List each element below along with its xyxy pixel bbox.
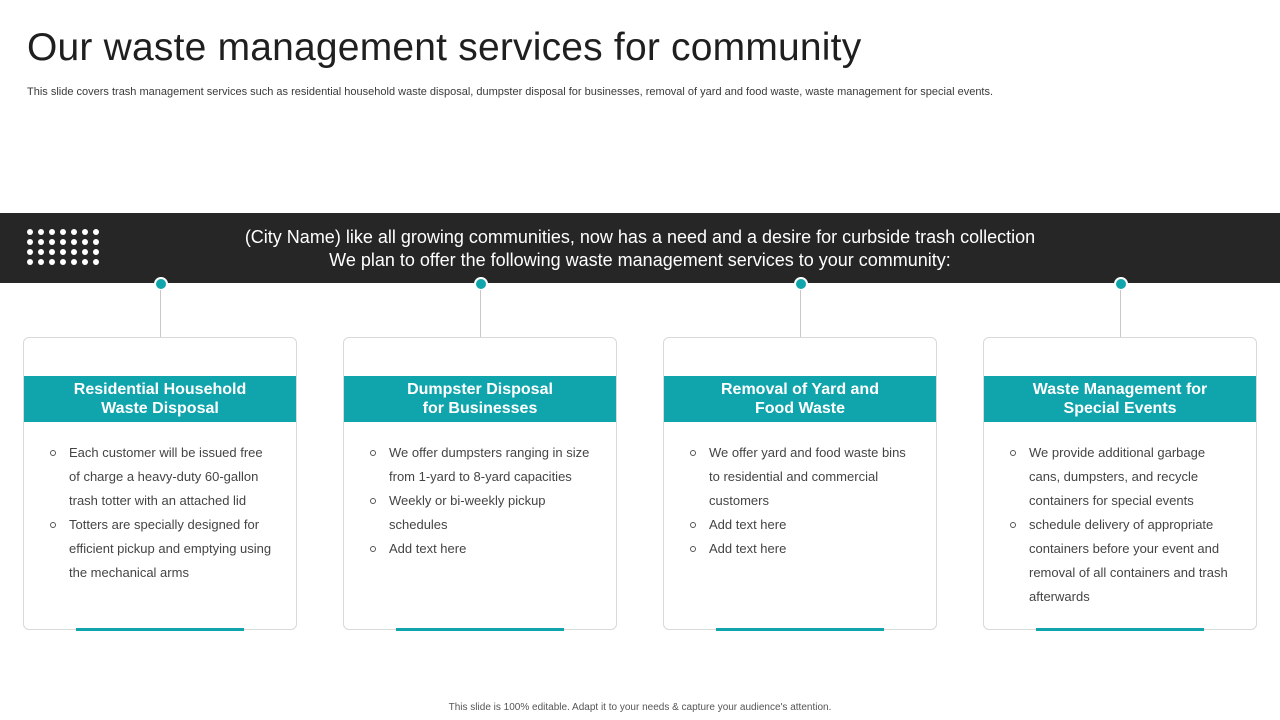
service-card-special-events [983, 337, 1257, 630]
card-bullet-list [366, 441, 592, 561]
connector-3 [794, 277, 808, 337]
service-card-dumpster [343, 337, 617, 630]
list-item: We offer yard and food waste bins to residential and commercial customers [686, 441, 912, 513]
card-title-line-2: Waste Disposal [101, 400, 219, 417]
connector-1 [154, 277, 168, 337]
banner-line-1: (City Name) like all growing communities, now has a need and a desire for curbside trash collection [244, 227, 1036, 247]
list-item: Add text here [686, 513, 912, 537]
list-item: We offer dumpsters ranging in size from 1-yard to 8-yard capacities [366, 441, 592, 489]
card-header [984, 376, 1256, 422]
list-item: schedule delivery of appropriate containers before your event and removal of all containers and trash afterwards [1006, 513, 1232, 609]
service-card-yard-food [663, 337, 937, 630]
card-header [344, 376, 616, 422]
card-title-line-1: Removal of Yard and [721, 381, 879, 398]
card-bullet-list [1006, 441, 1232, 609]
card-bullet-list [686, 441, 912, 561]
list-item: Add text here [686, 537, 912, 561]
page-subtitle: This slide covers trash management services such as residential household waste disposal, dumpster disposal for businesses, removal of yard and food waste, waste management for special events. [27, 86, 994, 98]
card-accent-bar [396, 628, 564, 631]
banner-text [160, 226, 1120, 272]
connector-2 [474, 277, 488, 337]
card-title-line-1: Residential Household [73, 381, 247, 398]
card-accent-bar [1036, 628, 1204, 631]
connector-4 [1114, 277, 1128, 337]
card-title-line-2: Special Events [1063, 400, 1177, 417]
list-item: Weekly or bi-weekly pickup schedules [366, 489, 592, 537]
footer-note: This slide is 100% editable. Adapt it to your needs & capture your audience's attention. [448, 702, 832, 713]
card-title-line-1: Dumpster Disposal [407, 381, 553, 398]
card-title-line-2: for Businesses [422, 400, 538, 417]
dot-grid-decoration [27, 229, 99, 265]
page-title: Our waste management services for community [27, 26, 862, 69]
list-item: Add text here [366, 537, 592, 561]
card-header [24, 376, 296, 422]
card-title-line-1: Waste Management for [1032, 381, 1208, 398]
service-card-residential [23, 337, 297, 630]
list-item: Each customer will be issued free of charge a heavy-duty 60-gallon trash totter with an attached lid [46, 441, 272, 513]
list-item: We provide additional garbage cans, dumpsters, and recycle containers for special events [1006, 441, 1232, 513]
card-title-line-2: Food Waste [754, 400, 846, 417]
card-header [664, 376, 936, 422]
card-accent-bar [716, 628, 884, 631]
card-accent-bar [76, 628, 244, 631]
card-bullet-list [46, 441, 272, 585]
list-item: Totters are specially designed for efficient pickup and emptying using the mechanical arms [46, 513, 272, 585]
banner-line-2: We plan to offer the following waste management services to your community: [329, 250, 951, 270]
